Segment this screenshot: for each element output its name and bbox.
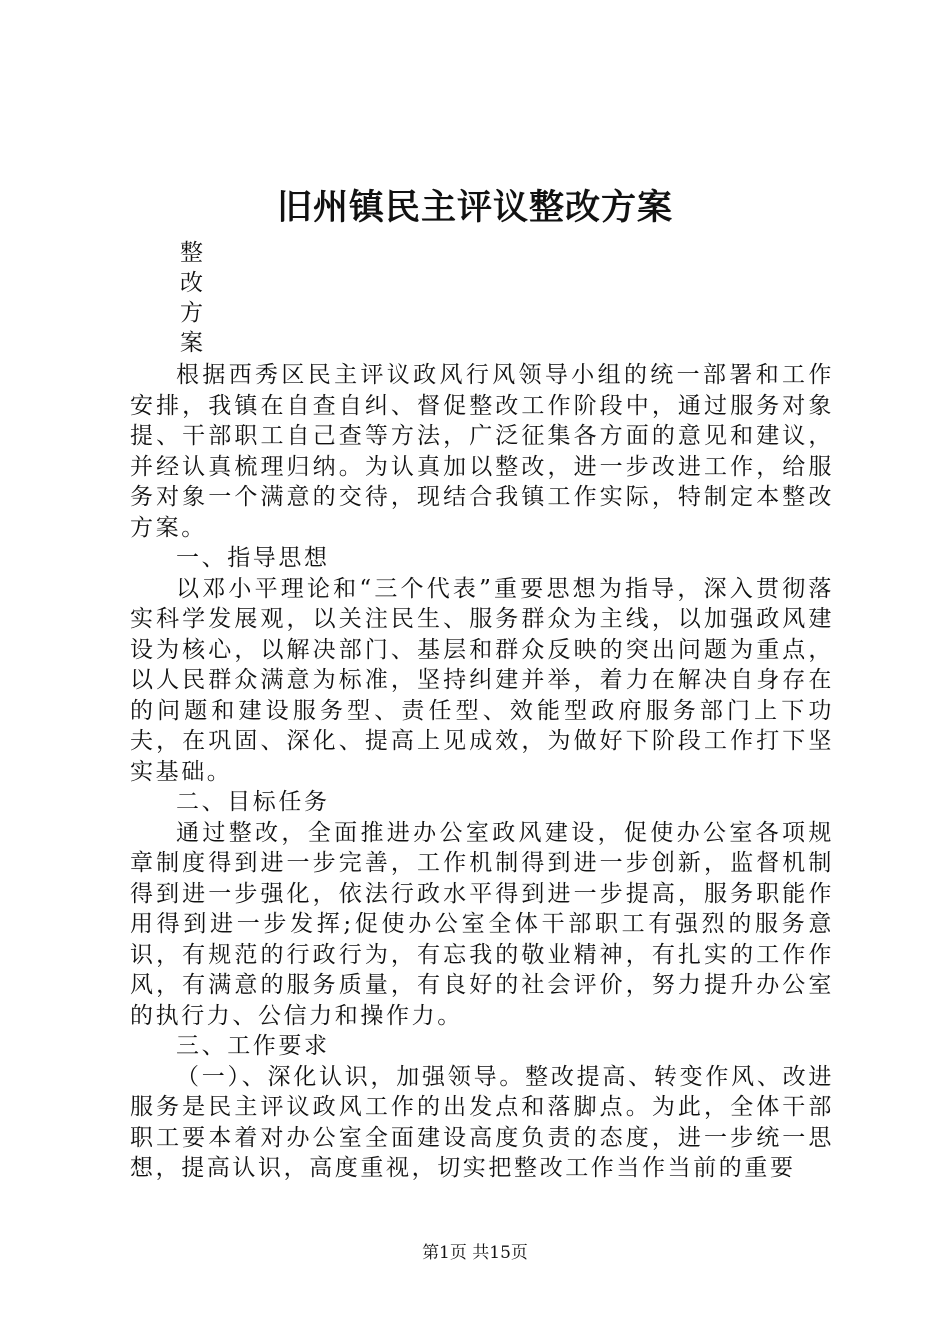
body-paragraph: （一）、深化认识，加强领导。整改提高、转变作风、改进服务是民主评议政风工作的出发点和落脚点。为此，全体干部职工要本着对办公室全面建设高度负责的态度，进一步统一思想，提高认识，高度重视，切实把整改工作当作当前的重要 <box>130 1063 834 1181</box>
vertical-heading-char: 改 <box>180 270 203 296</box>
body-paragraph: 以邓小平理论和“三个代表”重要思想为指导，深入贯彻落实科学发展观，以关注民生、服务群众为主线，以加强政风建设为核心，以解决部门、基层和群众反映的突出问题为重点，以人民群众满意为标准，坚持纠建并举，着力在解决自身存在的问题和建设服务型、责任型、效能型政府服务部门上下功夫，在巩固、深化、提高上见成效，为做好下阶段工作打下坚实基础。 <box>130 575 834 785</box>
body-paragraph: 通过整改，全面推进办公室政风建设，促使办公室各项规章制度得到进一步完善，工作机制得到进一步创新，监督机制得到进一步强化，依法行政水平得到进一步提高，服务职能作用得到进一步发挥;促使办公室全体干部职工有强烈的服务意识，有规范的行政行为，有忘我的敬业精神，有扎实的工作作风，有满意的服务质量，有良好的社会评价，努力提升办公室的执行力、公信力和操作力。 <box>130 819 834 1029</box>
intro-paragraph: 根据西秀区民主评议政风行风领导小组的统一部署和工作安排，我镇在自查自纠、督促整改工作阶段中，通过服务对象提、干部职工自己查等方法，广泛征集各方面的意见和建议，并经认真梳理归纳。为认真加以整改，进一步改进工作，给服务对象一个满意的交待，现结合我镇工作实际，特制定本整改方案。 <box>130 362 834 541</box>
section-heading: 二、目标任务 <box>176 789 330 815</box>
document-title: 旧州镇民主评议整改方案 <box>276 187 673 228</box>
vertical-heading-char: 方 <box>180 300 203 326</box>
section-heading: 一、指导思想 <box>176 545 330 571</box>
vertical-heading-char: 案 <box>180 330 203 356</box>
vertical-heading-char: 整 <box>180 240 203 266</box>
document-body <box>130 360 834 1184</box>
section-heading: 三、工作要求 <box>176 1033 330 1059</box>
page-footer: 第1页 共15页 <box>422 1243 528 1263</box>
